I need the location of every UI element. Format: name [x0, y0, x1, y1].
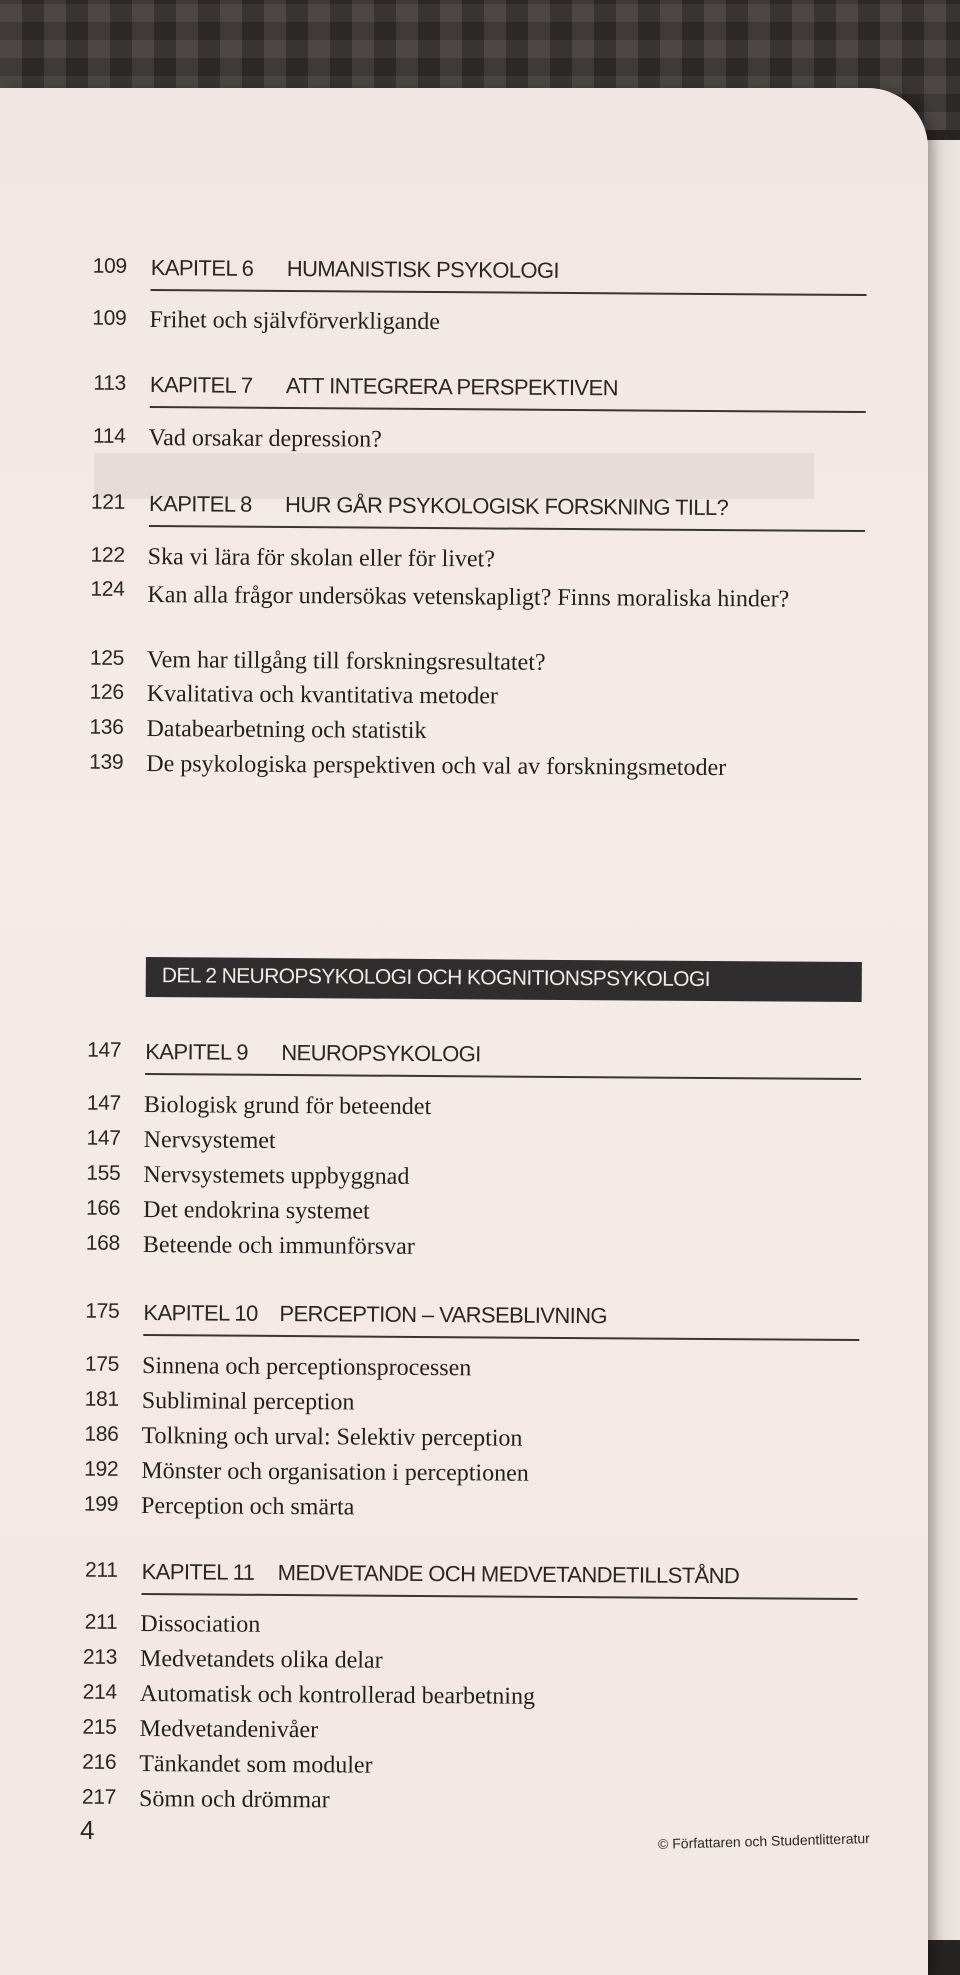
- chapter-page-number: 175: [85, 1299, 120, 1323]
- entry-text: Sinnena och perceptionsprocessen: [141, 1353, 472, 1382]
- entry-text: Medvetandenivåer: [139, 1716, 319, 1744]
- toc-entry: [0, 680, 876, 720]
- chapter-title: ATT INTEGRERA PERSPEKTIVEN: [285, 373, 619, 401]
- chapter-heading: [0, 1038, 873, 1080]
- chapter-number: KAPITEL 11: [141, 1559, 255, 1585]
- entry-page-number: 181: [84, 1387, 119, 1411]
- entry-page-number: 211: [84, 1610, 118, 1634]
- entry-text: Tolkning och urval: Selektiv perception: [141, 1423, 523, 1452]
- entry-page-number: 122: [90, 543, 125, 567]
- entry-page-number: 166: [85, 1196, 121, 1220]
- toc-entry: [0, 306, 878, 346]
- toc-entry: [0, 1680, 869, 1720]
- entry-page-number: 114: [92, 424, 126, 448]
- chapter-page-number: 211: [84, 1558, 118, 1582]
- entry-text: Vad orsakar depression?: [148, 425, 382, 453]
- entry-page-number: 124: [90, 577, 125, 601]
- entry-page-number: 199: [83, 1492, 119, 1516]
- chapter-rule: [150, 406, 866, 412]
- entry-text: Automatisk och kontrollerad bearbetning: [139, 1681, 536, 1710]
- page-number: 4: [80, 1815, 95, 1845]
- entry-page-number: 147: [86, 1126, 121, 1150]
- entry-text: Databearbetning och statistik: [146, 716, 427, 744]
- toc-entry: [0, 1422, 871, 1462]
- entry-page-number: 109: [92, 306, 127, 330]
- chapter-title: MEDVETANDE OCH MEDVETANDETILLSTÅND: [277, 1559, 740, 1589]
- entry-page-number: 217: [81, 1785, 117, 1809]
- entry-page-number: 155: [86, 1161, 121, 1185]
- entry-page-number: 213: [82, 1645, 118, 1669]
- chapter-heading: [0, 490, 877, 532]
- toc-entry: [0, 1352, 871, 1392]
- toc-entry: [0, 1231, 872, 1271]
- toc-entry: [0, 424, 878, 464]
- chapter-heading: [0, 1299, 872, 1341]
- table-of-contents: [0, 88, 928, 1814]
- entry-text: Mönster och organisation i perceptionen: [141, 1458, 529, 1487]
- chapter-rule: [141, 1593, 857, 1599]
- entry-page-number: 214: [82, 1680, 117, 1704]
- toc-entry: [0, 1715, 869, 1755]
- toc-entry: [0, 1091, 873, 1131]
- entry-page-number: 147: [86, 1091, 121, 1115]
- chapter-page-number: 121: [90, 490, 126, 514]
- chapter-rule: [149, 525, 865, 531]
- entry-page-number: 136: [89, 715, 124, 739]
- toc-entry: [0, 750, 875, 790]
- entry-page-number: 175: [84, 1352, 120, 1376]
- part-heading-bar: [146, 957, 862, 1002]
- toc-entry: [0, 1126, 873, 1166]
- toc-entry: [0, 715, 876, 755]
- entry-text: Biologisk grund för beteendet: [143, 1092, 432, 1121]
- chapter-title: PERCEPTION – VARSEBLIVNING: [279, 1300, 608, 1329]
- entry-text: Medvetandets olika delar: [139, 1646, 383, 1674]
- entry-page-number: 168: [85, 1231, 121, 1255]
- chapter-page-number: 113: [93, 371, 127, 395]
- entry-page-number: 186: [84, 1422, 119, 1446]
- part-heading-label: DEL 2 NEUROPSYKOLOGI OCH KOGNITIONSPSYKOLOGI: [161, 964, 711, 991]
- toc-entry: [0, 1785, 868, 1825]
- entry-page-number: 125: [89, 646, 125, 670]
- entry-text: Tänkandet som moduler: [139, 1751, 373, 1779]
- toc-entry: [0, 1750, 868, 1790]
- chapter-rule: [145, 1073, 861, 1079]
- entry-page-number: 216: [82, 1750, 117, 1774]
- entry-page-number: 215: [82, 1715, 117, 1739]
- copyright-notice: © Författaren och Studentlitteratur: [657, 1830, 871, 1852]
- entry-text: Ska vi lära för skolan eller för livet?: [147, 544, 496, 573]
- chapter-title: HUR GÅR PSYKOLOGISK FORSKNING TILL?: [285, 492, 729, 521]
- toc-entry: [0, 1610, 869, 1650]
- entry-text: Subliminal perception: [141, 1388, 355, 1416]
- entry-text: Det endokrina systemet: [143, 1197, 370, 1225]
- entry-text: Sömn och drömmar: [138, 1786, 330, 1814]
- entry-text: Nervsystemets uppbyggnad: [143, 1162, 410, 1190]
- entry-page-number: 126: [89, 680, 124, 704]
- toc-entry: [0, 577, 877, 651]
- book-page: [0, 88, 928, 1975]
- chapter-rule: [143, 1334, 859, 1340]
- entry-text: Kvalitativa och kvantitativa metoder: [146, 681, 499, 710]
- chapter-number: KAPITEL 6: [150, 255, 254, 281]
- chapter-heading: [0, 1558, 870, 1600]
- toc-entry: [0, 1645, 869, 1685]
- entry-text: Beteende och immunförsvar: [142, 1232, 415, 1260]
- chapter-number: KAPITEL 10: [143, 1300, 258, 1326]
- chapter-number: KAPITEL 9: [145, 1039, 248, 1065]
- entry-page-number: 139: [89, 750, 124, 774]
- entry-text: Vem har tillgång till forskningsresultatet?: [146, 647, 546, 676]
- chapter-title: NEUROPSYKOLOGI: [281, 1039, 481, 1067]
- chapter-number: KAPITEL 8: [149, 491, 252, 517]
- chapter-heading: [0, 254, 879, 296]
- chapter-page-number: 147: [87, 1038, 122, 1062]
- entry-text: Kan alla frågor undersökas vetenskapligt? Finns moraliska hinder?: [147, 582, 790, 613]
- toc-entry: [0, 1492, 870, 1532]
- chapter-heading: [0, 371, 878, 413]
- toc-entry: [0, 1161, 872, 1201]
- entry-page-number: 192: [84, 1457, 119, 1481]
- toc-entry: [0, 1196, 872, 1236]
- entry-text: Perception och smärta: [141, 1493, 355, 1521]
- toc-entry: [0, 1457, 870, 1497]
- chapter-rule: [151, 289, 867, 295]
- entry-text: Dissociation: [140, 1611, 261, 1638]
- entry-text: Nervsystemet: [143, 1127, 276, 1154]
- chapter-title: HUMANISTISK PSYKOLOGI: [286, 256, 560, 283]
- entry-text: Frihet och självförverkligande: [149, 307, 441, 336]
- chapter-page-number: 109: [92, 254, 127, 278]
- toc-entry: [0, 1387, 871, 1427]
- entry-text: De psykologiska perspektiven och val av forskningsmetoder: [146, 751, 727, 782]
- chapter-number: KAPITEL 7: [149, 372, 253, 398]
